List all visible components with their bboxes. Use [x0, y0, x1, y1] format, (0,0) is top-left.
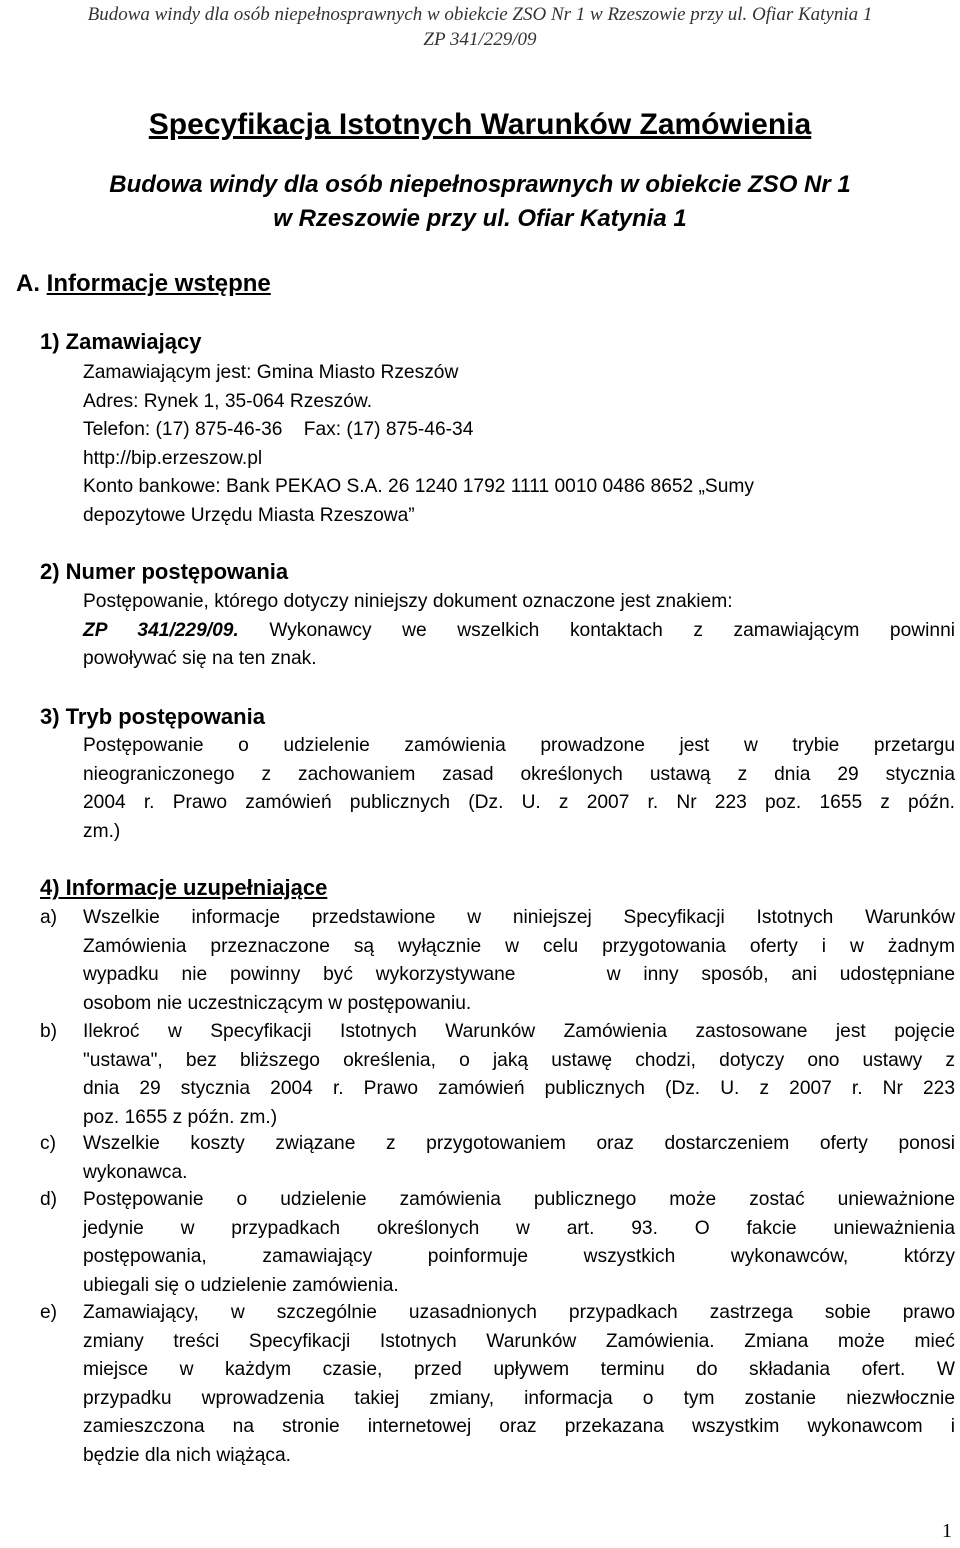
section-3-line-1: Postępowanie o udzielenie zamówienia prowadzone jest w trybie przetargu: [83, 735, 955, 756]
list-item-c-line-1: Wszelkie koszty związane z przygotowaniem oraz dostarczeniem oferty ponosi: [83, 1133, 955, 1154]
subtitle-line-1: Budowa windy dla osób niepełnosprawnych w obiekcie ZSO Nr 1: [109, 171, 851, 198]
list-item-d-line-3: postępowania, zamawiający poinformuje wszystkich wykonawców, którzy: [83, 1246, 955, 1268]
section-1-body: [83, 359, 955, 531]
section-1-heading: 1) Zamawiający: [40, 329, 202, 354]
ordering-party-line: Zamawiającym jest: Gmina Miasto Rzeszów: [83, 362, 459, 383]
section-a-prefix: A.: [16, 270, 40, 297]
list-item-b: [83, 1018, 955, 1132]
document-title: [0, 103, 960, 147]
list-marker-b: b): [40, 1021, 58, 1042]
subtitle-line-2: w Rzeszowie przy ul. Ofiar Katynia 1: [273, 205, 687, 232]
section-2-body: [83, 588, 955, 674]
list-item-a-line-4: osobom nie uczestniczącym w postępowaniu.: [83, 992, 472, 1014]
phone-fax-line: Telefon: (17) 875-46-36 Fax: (17) 875-46-34: [83, 419, 474, 441]
list-item-e-line-6: będzie dla nich wiążąca.: [83, 1444, 291, 1466]
section-3-body: [83, 732, 955, 846]
section-2-line-2-rest: Wykonawcy we wszelkich kontaktach z zamawiającym powinni: [238, 619, 956, 641]
list-item-a: [83, 904, 955, 1018]
list-item-e-line-2: zmiany treści Specyfikacji Istotnych Warunków Zamówienia. Zmiana może mieć: [83, 1330, 955, 1352]
bank-account-line-2: depozytowe Urzędu Miasta Rzeszowa”: [83, 504, 415, 526]
list-item-c-line-2: wykonawca.: [83, 1161, 188, 1183]
list-item-b-line-4: poz. 1655 z późn. zm.): [83, 1106, 278, 1128]
section-2-line-3: powoływać się na ten znak.: [83, 648, 317, 670]
list-item-b-line-2: "ustawa", bez bliższego określenia, o jaką ustawę chodzi, dotyczy ono ustawy z: [83, 1049, 955, 1071]
list-marker-a: a): [40, 907, 58, 928]
section-3-line-4: zm.): [83, 820, 121, 842]
section-4-heading: 4) Informacje uzupełniające: [40, 875, 328, 900]
list-item-a-line-2: Zamówienia przeznaczone są wyłącznie w celu przygotowania oferty i w żadnym: [83, 935, 955, 957]
list-marker-d: d): [40, 1189, 58, 1210]
section-3-line-2: nieograniczonego z zachowaniem zasad określonych ustawą z dnia 29 stycznia: [83, 763, 955, 785]
list-item-e-line-3: miejsce w każdym czasie, przed upływem terminu do składania ofert. W: [83, 1359, 955, 1381]
list-item-e: [83, 1299, 955, 1471]
list-item-a-line-3: wypadku nie powinny być wykorzystywane w inny sposób, ani udostępniane: [83, 964, 955, 986]
running-header: [0, 2, 960, 52]
list-item-d-line-2: jedynie w przypadkach określonych w art. 93. O fakcie unieważnienia: [83, 1217, 955, 1239]
list-item-c: [83, 1130, 955, 1187]
running-header-line-1: Budowa windy dla osób niepełnosprawnych w obiekcie ZSO Nr 1 w Rzeszowie przy ul. Ofiar Katynia 1: [87, 4, 873, 25]
section-3-heading: 3) Tryb postępowania: [40, 704, 265, 729]
list-item-d-line-4: ubiegali się o udzielenie zamówienia.: [83, 1274, 399, 1296]
website-line: http://bip.erzeszow.pl: [83, 447, 263, 469]
list-item-e-line-5: zamieszczona na stronie internetowej oraz przekazana wszystkim wykonawcom i: [83, 1416, 955, 1438]
list-item-b-line-3: dnia 29 stycznia 2004 r. Prawo zamówień publicznych (Dz. U. z 2007 r. Nr 223: [83, 1078, 955, 1100]
case-number: ZP 341/229/09.: [83, 619, 239, 641]
section-2-heading: 2) Numer postępowania: [40, 559, 289, 584]
page-number: 1: [942, 1520, 952, 1542]
list-item-a-line-1: Wszelkie informacje przedstawione w niniejszej Specyfikacji Istotnych Warunków: [83, 907, 955, 928]
list-marker-e: e): [40, 1302, 58, 1323]
section-2-line-1: Postępowanie, którego dotyczy niniejszy dokument oznaczone jest znakiem:: [83, 591, 733, 612]
address-line: Adres: Rynek 1, 35-064 Rzeszów.: [83, 390, 373, 412]
section-a-heading: [16, 267, 271, 301]
list-item-d-line-1: Postępowanie o udzielenie zamówienia publicznego może zostać unieważnione: [83, 1189, 955, 1210]
bank-account-line: Konto bankowe: Bank PEKAO S.A. 26 1240 1792 1111 0010 0486 8652 „Sumy: [83, 476, 754, 498]
document-subtitle: [0, 168, 960, 236]
section-3-line-3: 2004 r. Prawo zamówień publicznych (Dz. U. z 2007 r. Nr 223 poz. 1655 z późn.: [83, 792, 955, 814]
section-2-line-2: [83, 617, 955, 646]
list-item-e-line-4: przypadku wprowadzenia takiej zmiany, informacja o tym zostanie niezwłocznie: [83, 1387, 955, 1409]
list-item-d: [83, 1186, 955, 1300]
list-item-e-line-1: Zamawiający, w szczególnie uzasadnionych przypadkach zastrzega sobie prawo: [83, 1302, 955, 1323]
list-marker-c: c): [40, 1133, 56, 1154]
list-item-b-line-1: Ilekroć w Specyfikacji Istotnych Warunków Zamówienia zastosowane jest pojęcie: [83, 1021, 955, 1042]
running-header-line-2: ZP 341/229/09: [423, 29, 537, 50]
document-title-text: Specyfikacja Istotnych Warunków Zamówienia: [148, 108, 812, 141]
section-a-title: Informacje wstępne: [46, 270, 271, 297]
